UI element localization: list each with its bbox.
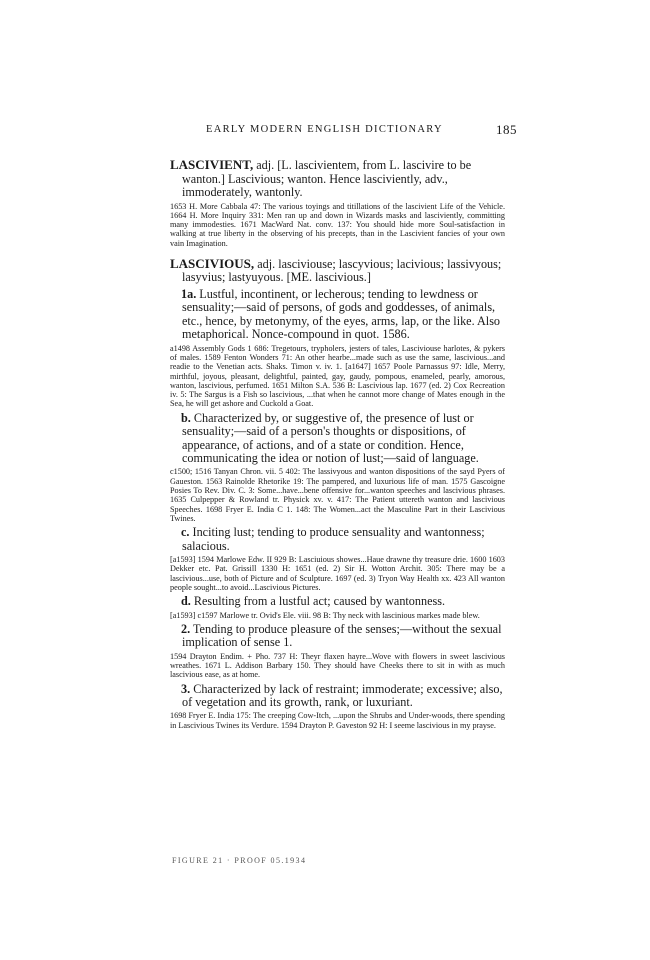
headword: LASCIVIOUS, xyxy=(170,255,255,271)
sense-definition: Lustful, incontinent, or lecherous; tending to lewdness or sensuality;—said of persons, of gods and goddesses, of animals, etc., hence, by metonymy, of the eyes, arms, lap, or the like. Also metaphorical. Nonce-compound in quot. 1586. xyxy=(182,286,501,342)
entry-definition: adj. [L. lascivientem, from L. lascivire to be wanton.] Lascivious; wanton. Hence lasciviently, adv., immoderately, wantonly. xyxy=(182,158,472,199)
sense xyxy=(170,595,505,608)
quotation-block: 1594 Drayton Endim. + Pho. 737 H: Theyr flaxen hayre...Wove with flowers in sweet lascivious wreathes. 1671 L. Addison Barbary 150. They should have Cheeks there to sit in with as much lascivious ease, as at home. xyxy=(170,651,505,680)
sense xyxy=(170,683,505,710)
sense-definition: Characterized by lack of restraint; immoderate; excessive; also, of vegetation and its growth, rank, or luxuriant. xyxy=(182,681,503,709)
quotation-block: [a1593] c1597 Marlowe tr. Ovid's Ele. viii. 98 B: Thy neck with lascinious markes made blew. xyxy=(170,610,480,620)
running-header xyxy=(170,124,515,138)
quotation-block: a1498 Assembly Gods 1 686: Tregetours, trypholers, jesters of tales, Lasciviouse harlotes, & pykers of males. 1589 Fenton Wonders 71: An other hearbe...made such as use the same, lascivious...and readie to the Venetian acts. Shaks. Timon v. iv. 1. [a1647] 1657 Poole Parnassus 97: Idle, Merry, mirthful, joyous, pleasant, delightful, painted, gay, gaudy, pompous, enameled, pearly, amorous, wanton, lascivious, perfumed. 1651 Milton S.A. 536 B: Lascivious lap. 1677 (ed. 2) Cox Recreation iv. 5: The Sargus is a Fish so lascivious, ...that when he cannot more change of Mates enough in the Sea, he will get ashore and Cuckold a Goat. xyxy=(170,343,505,409)
sense-definition: Resulting from a lustful act; caused by wantonness. xyxy=(193,594,446,609)
page-number: 185 xyxy=(496,122,517,137)
headword: LASCIVIENT, xyxy=(170,157,254,172)
sense-label: 2. xyxy=(181,621,191,636)
dictionary-column xyxy=(170,158,505,733)
entry-head xyxy=(170,257,505,285)
quotation-block: [a1593] 1594 Marlowe Edw. II 929 B: Lasciuious showes...Haue drawne thy treasure drie. 1600 1603 Dekker etc. Pat. Grissill 1330 H: 1651 (ed. 2) Sir H. Wotton Archit. 305: There may be a lascivious...use, both of Picture and of Sculpture. 1697 (ed. 3) Tryon Way Health xx. 423 All wanton people sought...to avoid...Lascivious Pictures. xyxy=(170,554,505,592)
entry-forms: adj. lasciviouse; lascyvious; lacivious; lassivyous; lasyvius; lastyuyous. [ME. lascivious.] xyxy=(182,256,502,285)
page-footer: FIGURE 21 · PROOF 05.1934 xyxy=(172,856,307,865)
sense-definition: Tending to produce pleasure of the senses;—without the sexual implication of sense 1. xyxy=(182,621,502,650)
quotation-block: 1653 H. More Cabbala 47: The various toyings and titillations of the lascivient Life of the Vehicle. 1664 H. More Inquiry 331: Men ran up and down in Wizards masks and lasciviently, committing many immodesties. 1671 MacWard Nat. conv. 137: You should hide more Soul-satisfaction in walking at true liberty in the observing of his precepts, than in the Lascivient fancies of your own vain Imagination. xyxy=(170,201,505,248)
running-title: EARLY MODERN ENGLISH DICTIONARY xyxy=(206,124,443,135)
sense xyxy=(170,526,505,553)
entry-lascivious xyxy=(170,257,505,730)
sense xyxy=(170,412,505,466)
sense-definition: Characterized by, or suggestive of, the presence of lust or sensuality;—said of a person's thoughts or dispositions, of appearance, of actions, and of a state or condition. Hence, communicating the idea or notion of lust;—said of language. xyxy=(182,410,479,465)
quotation-block: c1500; 1516 Tanyan Chron. vii. 5 402: The lassivyous and wanton dispositions of the sayd Pyers of Gaueston. 1563 Rainolde Rhetorike 19: The pampered, and luxurious life of man. 1575 Gascoigne Posies To Rev. Div. C. 3: Some...have...bene offensive for...wanton speeches and lascivious phrases. 1635 Culpepper & Rowland tr. Physick xv. v. 417: The Patient uttereth wanton and lascivious Speeches. 1698 Fryer E. India C 1. 148: The Women...act the Masculine Part in their Lascivious Twines. xyxy=(170,467,505,523)
sense-label: b. xyxy=(181,410,191,425)
entry-head xyxy=(170,158,505,200)
sense xyxy=(170,623,505,650)
sense-definition: Inciting lust; tending to produce sensuality and wantonness; salacious. xyxy=(182,525,485,553)
sense-label: 1a. xyxy=(181,286,197,301)
entry-lascivient xyxy=(170,158,505,248)
sense xyxy=(170,288,505,342)
sense-label: d. xyxy=(181,594,191,609)
quotation-block: 1698 Fryer E. India 175: The creeping Cow-Itch, ...upon the Shrubs and Under-woods, there spending in Lascivious Twines its Verdure. 1594 Drayton P. Gaveston 92 H: I seeme lascivious in my prayse. xyxy=(170,711,505,730)
sense-label: 3. xyxy=(181,681,191,696)
sense-label: c. xyxy=(181,525,190,540)
